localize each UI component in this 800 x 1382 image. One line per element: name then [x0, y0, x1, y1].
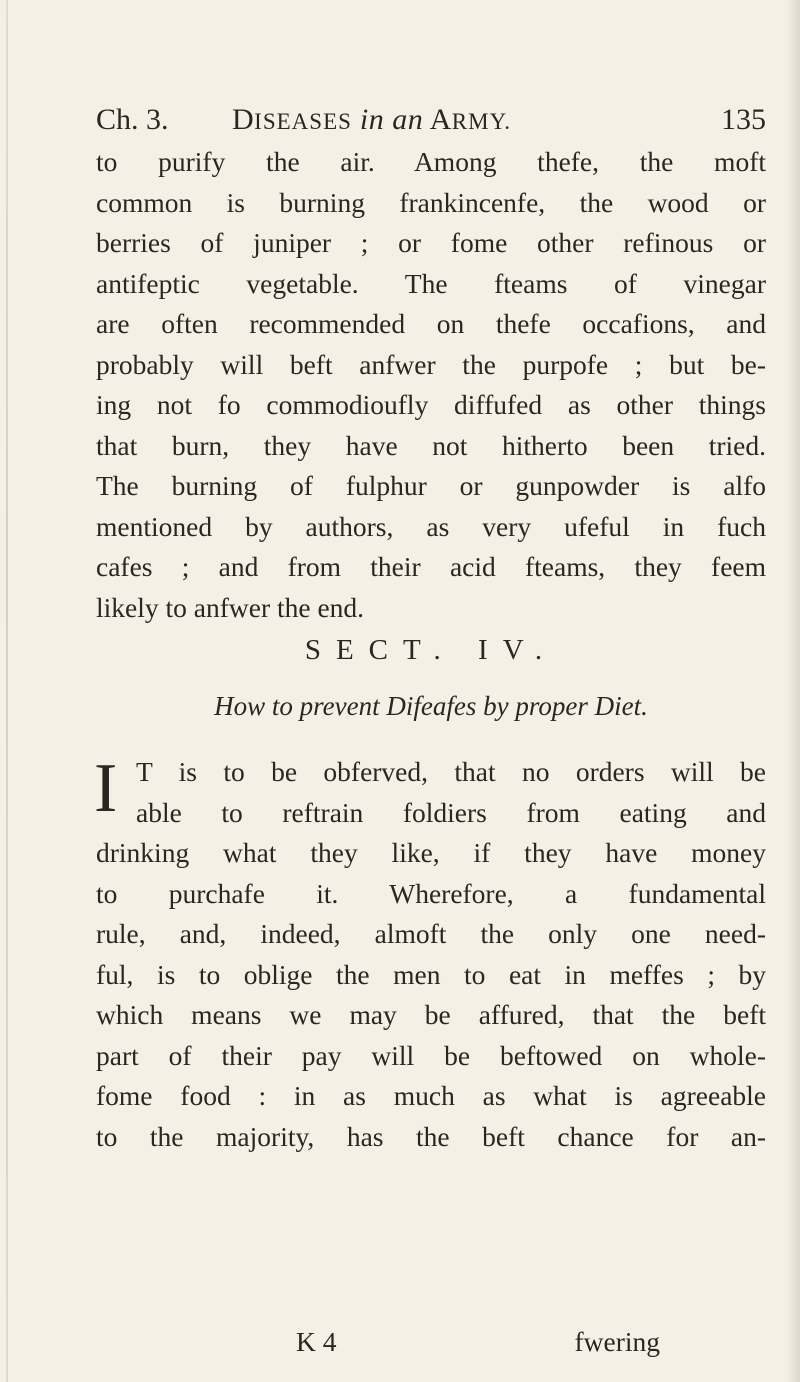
text-line: rule, and, indeed, almoft the only one need- — [96, 918, 766, 949]
text-line: The burning of fulphur or gunpowder is alfo — [96, 470, 766, 501]
page-number: 135 — [721, 103, 766, 136]
page-edge-shadow — [786, 0, 800, 1382]
running-title-smallcaps-2: RMY. — [451, 109, 511, 134]
paragraph-diet — [96, 752, 766, 1157]
text-line: berries of juniper ; or fome other refinous or — [96, 227, 766, 258]
catchword: fwering — [574, 1326, 660, 1357]
running-title-initial-1: D — [232, 103, 255, 136]
text-line: drinking what they like, if they have money — [96, 837, 766, 868]
drop-cap: I — [94, 750, 118, 827]
text-line: ing not fo commodioufly diffufed as other things — [96, 389, 766, 420]
text-line: antifeptic vegetable. The fteams of vinegar — [96, 267, 766, 299]
text-line: probably will beft anfwer the purpofe ; but be- — [96, 348, 766, 380]
running-title — [232, 100, 511, 142]
text-line: to purify the air. Among thefe, the moft — [96, 146, 766, 177]
chapter-number: Ch. 3. — [96, 103, 169, 136]
running-title-smallcaps-1: ISEASES — [254, 109, 352, 134]
text-line: part of their pay will be beftowed on whole- — [96, 1039, 766, 1071]
text-line: to purchafe it. Wherefore, a fundamental — [96, 877, 766, 909]
running-head — [96, 100, 766, 140]
paragraph-purify-air — [96, 142, 766, 628]
text-line: that burn, they have not hitherto been tried. — [96, 429, 766, 461]
text-line: ful, is to oblige the men to eat in meffes ; by — [96, 958, 766, 990]
text-line: fome food : in as much as what is agreeable — [96, 1080, 766, 1111]
running-title-initial-2: A — [429, 103, 452, 136]
first-line-text: T is to be obferved, that no orders will be — [136, 756, 766, 787]
text-line: cafes ; and from their acid fteams, they feem — [96, 551, 766, 582]
text-line: able to reftrain foldiers from eating and — [136, 796, 766, 828]
text-line: mentioned by authors, as very ufeful in fuch — [96, 510, 766, 542]
page-footer — [96, 1322, 766, 1362]
running-title-italic: in an — [359, 103, 424, 136]
text-line: likely to anfwer the end. — [96, 591, 365, 623]
section-heading: SECT. IV. — [304, 634, 558, 666]
section-subheading: How to prevent Difeafes by proper Diet. — [214, 691, 648, 721]
gutter-line — [6, 0, 8, 1382]
text-line: to the majority, has the beft chance for an- — [96, 1120, 766, 1152]
text-line: which means we may be affured, that the beft — [96, 999, 766, 1030]
text-line: are often recommended on thefe occafions, and — [96, 308, 766, 339]
text-line: common is burning frankincenfe, the wood or — [96, 186, 766, 218]
signature-mark: K 4 — [296, 1326, 337, 1357]
